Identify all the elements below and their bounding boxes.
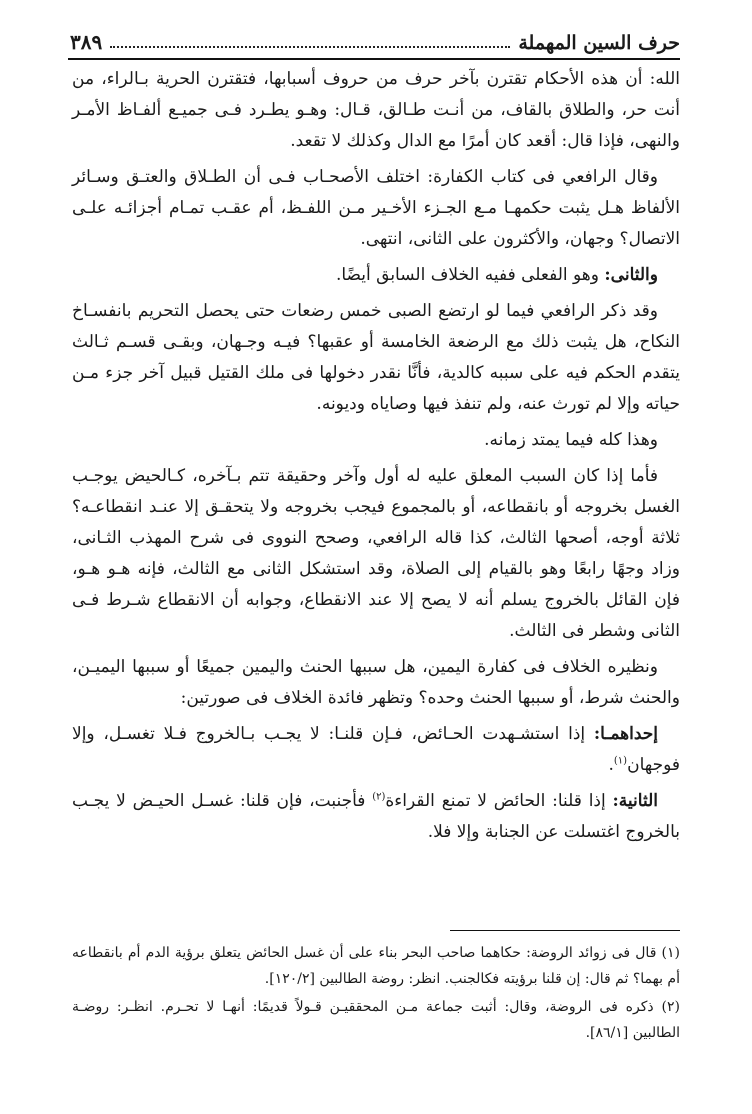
paragraph-7: ونظيره الخلاف فى كفارة اليمين، هل سببها الحنث واليمين جميعًا أو سببها اليميـن، والحنث شرط، أو سببها الحنث وحده؟ وتظهر فائدة الخلاف فى صورتين: [72, 657, 680, 708]
paragraph-3-text: وهو الفعلى ففيه الخلاف السابق أيضًا. [335, 265, 605, 285]
footnote-1: (١) قال فى زوائد الروضة: حكاهما صاحب البحر بناء على أن غسل الحائض يتعلق برؤية الدم أم بانقطاعه أم بهما؟ ثم قال: إن قلنا برؤيته فكالجنب. انظر: روضة الطالبين [١٢٠/٢]. [72, 945, 680, 987]
paragraph-9-end: فأجنبت، فإن قلنا: غسـل الحيـض لا يجـب بالخروج اغتسلت عن الجنابة وإلا فلا. [72, 791, 680, 842]
paragraph-6: فأما إذا كان السبب المعلق عليه له أول وآخر وحقيقة تتم بـآخره، كـالحيض يوجـب الغسل بخروجه أو بانقطاعه، أو بالمجموع فيجب بخروجه ولا يتحقـق إلا عنـد انقطاعـه؟ ثلاثة أوجه، أصحها الثالث، كذا قاله الرافعي، وصحح النووى فى شرح المهذب الثـانى، وزاد وجهًا رابعًا وهو بالقيام إلى الصلاة، وقد استشكل الثانى مع الثالث، فإنه هـو هـو، فإن القائل بالخروج يسلم أنه لا يصح إلا عند الانقطاع، وجوابه أن الانقطاع شـرط فـى الثانى وشطر فى الثالث. [72, 466, 680, 641]
paragraph-1: الله: أن هذه الأحكام تقترن بآخر حرف من حروف أسبابها، فتقترن الحرية بـالراء، من أنت حر، والطلاق بالقاف، من أنـت طـالق، قـال: وهـو يطـرد فـى جميـع ألفـاظ الأمـر والنهى، فإذا قال: أقعد كان أمرًا مع الدال وكذلك لا تقعد. [72, 69, 680, 151]
footnote-2: (٢) ذكره فى الروضة، وقال: أثبت جماعة مـن المحققيـن قـولاً قديمًا: أنهـا لا تحـرم. انظـر: روضـة الطالبين [٨٦/١]. [72, 999, 680, 1041]
main-text [72, 64, 680, 853]
paragraph-8-end: . [608, 755, 614, 775]
paragraph-8-text: إذا استشـهدت الحـائض، فـإن قلنـا: لا يجـب بـالخروج فـلا تغسـل، وإلا فوجهان [72, 724, 680, 775]
running-header [70, 14, 680, 54]
paragraph-9-lead: الثانية: [612, 791, 658, 811]
header-rule [68, 58, 680, 60]
chapter-title: حرف السين المهملة [518, 32, 680, 54]
footnote-ref-2[interactable]: (٢) [372, 791, 386, 803]
paragraph-4: وقد ذكر الرافعي فيما لو ارتضع الصبى خمس رضعات حتى يحصل التحريم بانفسـاخ النكاح، هل يثبت ذلك مع الرضعة الخامسة أو عقبها؟ فيـه وجـهان، وبقـى قسـم ثـالث يتقدم الحكم فيه على سببه كالدية، فأنَّا نقدر دخولها فى ملك القتيل قبيل آخر جزء مـن حياته وإلا لم تورث عنه، ولم تنفذ فيها وصاياه وديونه. [72, 301, 680, 414]
footnotes [72, 940, 680, 1048]
footnote-rule [450, 930, 680, 931]
page-number: ٣٨٩ [70, 30, 103, 54]
paragraph-9 [72, 786, 680, 848]
paragraph-2: وقال الرافعي فى كتاب الكفارة: اختلف الأصحـاب فـى أن الطـلاق والعتـق وسـائر الألفاظ هـل يثبت حكمهـا مـع الجـزء الأخـير مـن اللفـظ، أم عقـب تمـام أجزائـه علـى الاتصال؟ وجهان، والأكثرون على الثانى، انتهى. [72, 167, 680, 249]
paragraph-8-lead: إحداهمـا: [593, 724, 658, 744]
header-dot-leader [110, 46, 510, 48]
paragraph-3-lead: والثانى: [604, 265, 658, 285]
paragraph-8 [72, 719, 680, 781]
footnote-ref-1[interactable]: (١) [613, 755, 628, 767]
paragraph-5: وهذا كله فيما يمتد زمانه. [484, 430, 658, 450]
paragraph-3 [72, 260, 680, 291]
paragraph-9-text: إذا قلنا: الحائض لا تمنع القراءة [385, 791, 613, 811]
